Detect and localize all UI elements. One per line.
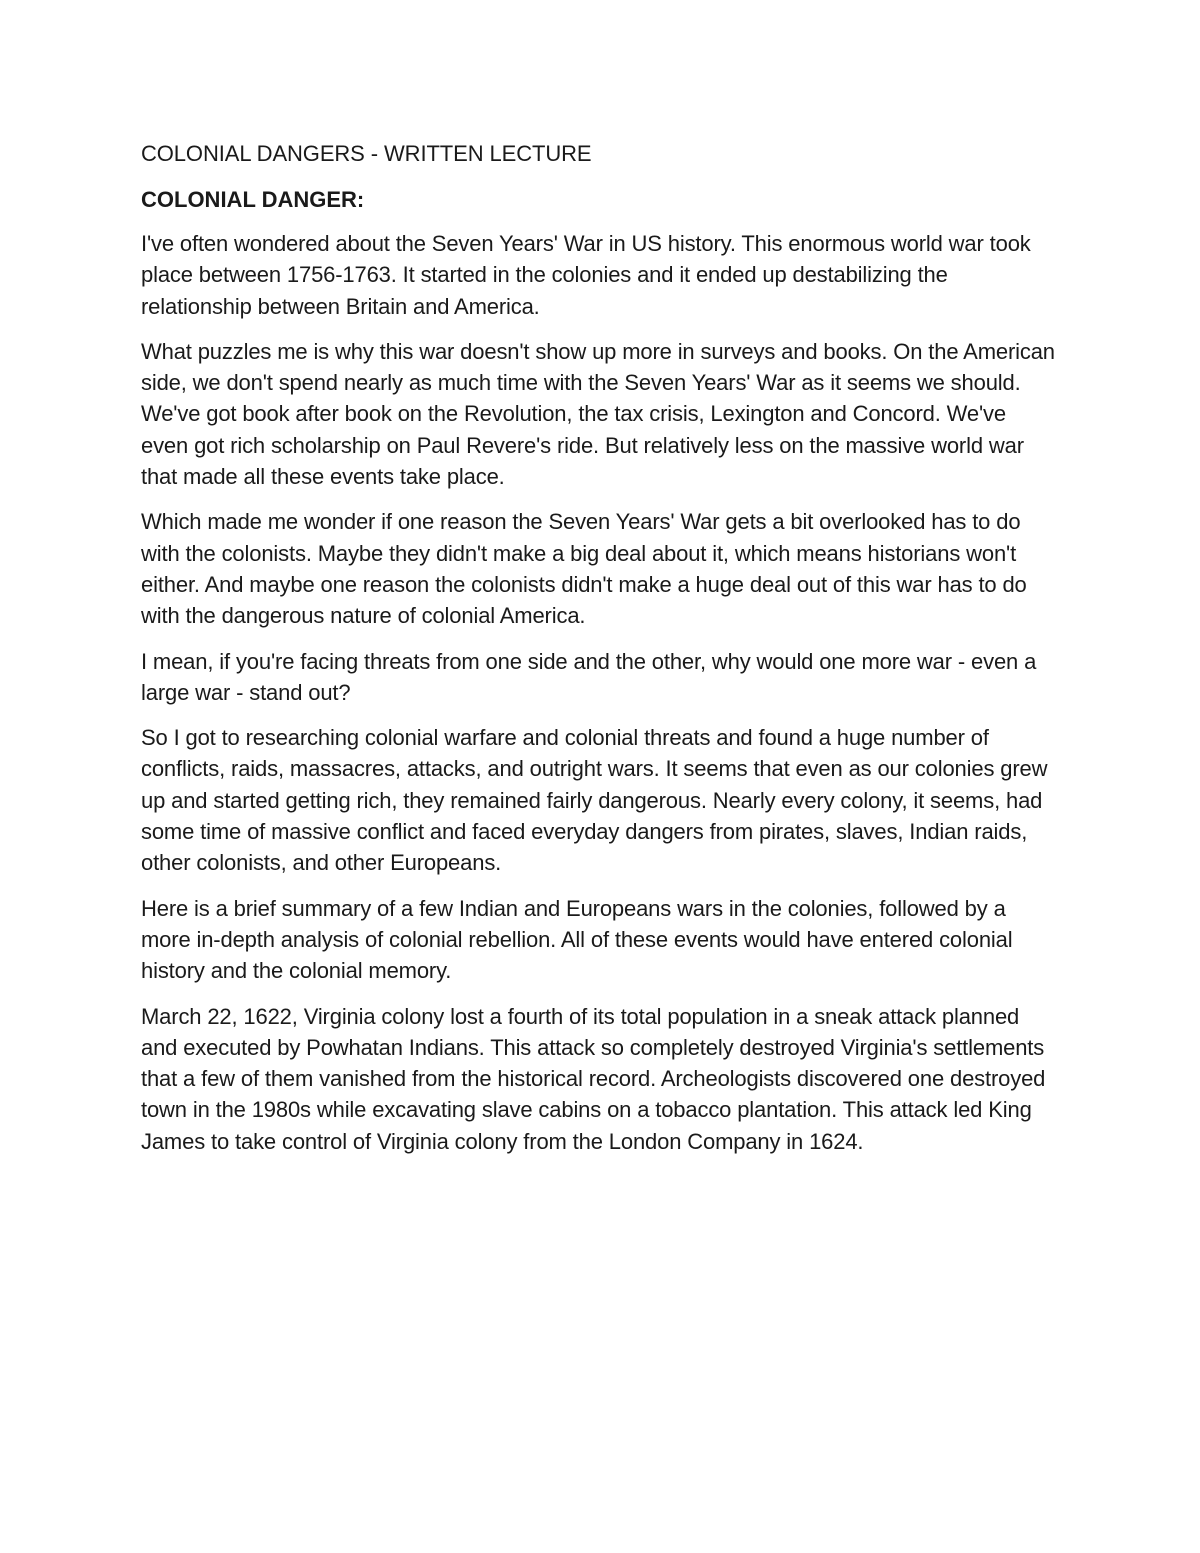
document-page bbox=[141, 138, 1056, 1171]
paragraph-6: Here is a brief summary of a few Indian and Europeans wars in the colonies, followed by a more in-depth analysis of colonial rebellion. All of these events would have entered colonial history and the colonial memory. bbox=[141, 895, 1013, 984]
paragraph-2: What puzzles me is why this war doesn't show up more in surveys and books. On the American side, we don't spend nearly as much time with the Seven Years' War as it seems we should. We've got book after book on the Revolution, the tax crisis, Lexington and Concord. We've even got rich scholarship on Paul Revere's ride. But relatively less on the massive world war that made all these events take place. bbox=[141, 338, 1055, 490]
paragraph-1: I've often wondered about the Seven Years' War in US history. This enormous world war took place between 1756-1763. It started in the colonies and it ended up destabilizing the relationship between Britain and America. bbox=[141, 231, 1031, 319]
section-heading: COLONIAL DANGER: bbox=[141, 187, 365, 212]
paragraph-5: So I got to researching colonial warfare and colonial threats and found a huge number of conflicts, raids, massacres, attacks, and outright wars. It seems that even as our colonies grew up and started getting rich, they remained fairly dangerous. Nearly every colony, it seems, had some time of massive conflict and faced everyday dangers from pirates, slaves, Indian raids, other colonists, and other Europeans. bbox=[141, 725, 1048, 876]
paragraph-3: Which made me wonder if one reason the Seven Years' War gets a bit overlooked has to do with the colonists. Maybe they didn't make a big deal about it, which means historians won't either. And maybe one reason the colonists didn't make a huge deal out of this war has to do with the dangerous nature of colonial America. bbox=[141, 509, 1027, 629]
paragraph-7: March 22, 1622, Virginia colony lost a fourth of its total population in a sneak attack planned and executed by Powhatan Indians. This attack so completely destroyed Virginia's settlements that a few of them vanished from the historical record. Archeologists discovered one destroyed town in the 1980s while excavating slave cabins on a tobacco plantation. This attack led King James to take control of Virginia colony from the London Company in 1624. bbox=[141, 1003, 1046, 1154]
document-title: COLONIAL DANGERS - WRITTEN LECTURE bbox=[141, 141, 592, 166]
paragraph-4: I mean, if you're facing threats from one side and the other, why would one more war - even a large war - stand out? bbox=[141, 648, 1037, 705]
